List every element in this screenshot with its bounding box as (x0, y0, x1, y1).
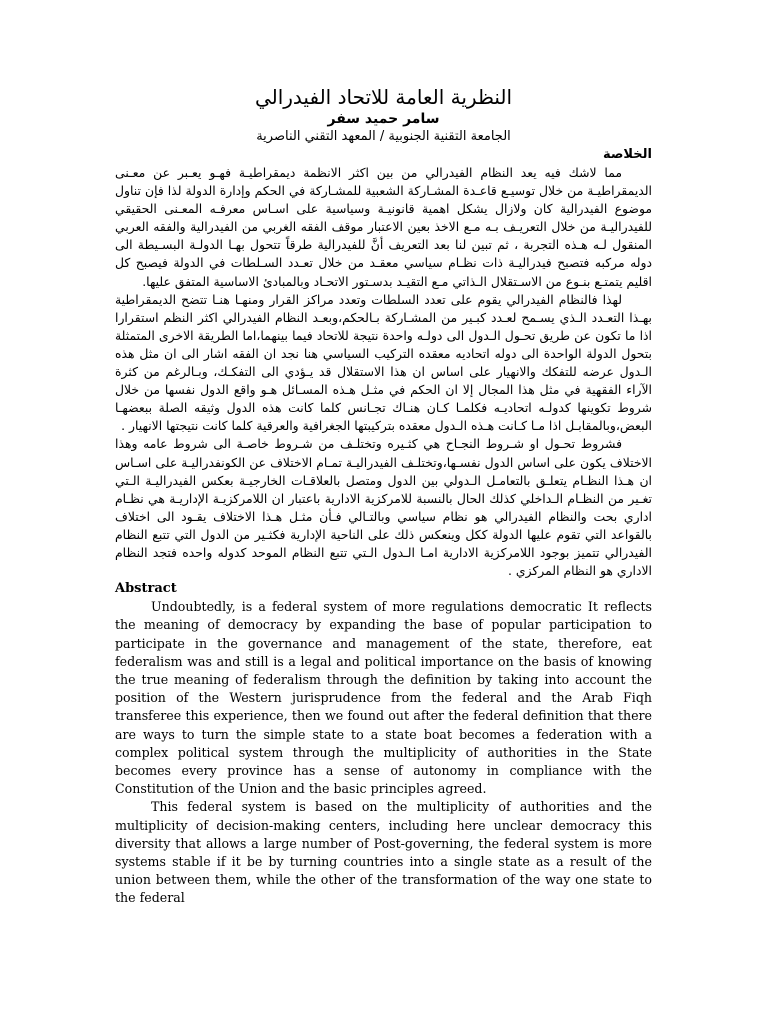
arabic-abstract-heading: الخلاصة (602, 147, 652, 162)
author-name: سامر حميد سفر (327, 111, 440, 127)
english-abstract-heading: Abstract (115, 581, 177, 597)
paper-page (115, 84, 652, 908)
english-abstract-paragraph-2: This federal system is based on the multiplicity of authorities and the multiplicity of decision-making centers, including here unclear democracy this diversity that allows a large number of Post-governing, the federal system is more systems stable if it be by turning countries into a single state as a result of the union between them, while the other of the transformation of the way one state to the federal (115, 799, 652, 906)
arabic-abstract-paragraph-3: فشروط تحـول او شـروط النجـاح هي كثـيره وتختلـف من شـروط خاصـة الى شروط عامه وهذا الاختلاف يكون على اساس الدول نفسـها،وتختلـف الفيدراليـة تمـام الاختلاف عن الكونفدراليـة على اسـاس ان هـذا النظـام يتعلـق بالتعامـل الـدولي بين الدول ومتصل بالعلاقـات الخارجيـة بعكس الفيدراليـة الـتي تغـير من النظـام الـداخلي كذلك الحال بالنسبة للامركزية الادارية باعتبار ان اللامركزيـة الإداريـة هي نظـام اداري بحت والنظام الفيدرالي هو نظام سياسي وبالتـالي فـأن مثـل هـذا الاختلاف يقـود الى اختلاف بالقواعد التي تقوم عليها الدولة ككل وينعكس ذلك على الناحية الإدارية فكثـير من الدول التي تتبع النظام الفيدرالي تتميز بوجود اللامركزية الادارية امـا الـدول الـتي تتبع النظام الموحد كدوله واحده فتجد النظام الاداري هو النظام المركزي . (115, 436, 652, 579)
author-affiliation: الجامعة التقنية الجنوبية / المعهد التقني الناصرية (256, 129, 511, 144)
arabic-abstract-paragraph-2: لهذا فالنظام الفيدرالي يقوم على تعدد السلطات وتعدد مراكز القرار ومنهـا هنـا تتضح الديمقراطية بهـذا التعـدد الـذي يسـمح لعـدد كبـير من المشـاركة بـالحكم،وبعـد النظام الفيدرالي اكثر النظم استقرارا اذا ما تكون عن طريق تحـول الـدول الى دولـه واحدة نتيجة للاتحاد فيما بينهما،اما الطريقة الاخرى المتمثلة بتحول الدولة الواحدة الى دوله اتحاديه معقده التركيب السياسي هنا نجد ان الفقه اشار الى ان مثل هذه الـدول عرضه للتفكك والانهيار على اساس ان هذا الاستقلال قد يـؤدي الى التفكـك، وبـالرغم من كثرة الآراء الفقهية في مثل هذا المجال إلا ان الحكم في مثـل هـذه المسـائل هـو واقع الدول نفسها من خلال شروط تكوينها كدولـه اتحاديـه فكلمـا كـان هنـاك تجـانس كلما كانت هذه الدول وثيقه الصلة ببعضهـا البعض،وبالمقابـل اذا مـا كـانت هـذه الـدول معقده بتركيبتها الجغرافية والعرقية كلما كانت نتيجتها الانهيار . (115, 291, 652, 434)
paper-title: النظرية العامة للاتحاد الفيدرالي (254, 85, 513, 109)
arabic-abstract-paragraph-1: مما لاشك فيه يعد النظام الفيدرالي من بين اكثر الانظمة ديمقراطيـة فهـو يعـبر عن معـنى الديمقراطيـة من خلال توسيـع قاعـدة المشـاركة الشعبية للمشـاركة في الحكم وإدارة الدولة لذا فإن تناول موضوع الفيدرالية كان ولازال يشكل اهمية قانونيـة وسياسية على اسـاس معرفـه المعـنى الحقيقي للفيدراليـة من خلال التعريـف بـه مـع الاخذ بعين الاعتبار موقف الفقه الغربي من الفيدرالية والفقه العربي المنقول لـه هـذه التجربة ، ثم تبين لنا بعد التعريف أنَّ للفيدرالية طرقاً تتحول بهـا الدولـة البسـيطة الى دوله مركبه فتصبح فيدراليـة ذات نظـام سياسي معقـد من خلال تعـدد السـلطات في الدولة فيصبح كل اقليم يتمتـع بنـوع من الاسـتقلال الـذاتي مـع التقيـد بدسـتور الاتحـاد وبالمبادئ الاساسية المتفق عليها. (115, 165, 652, 289)
english-abstract-paragraph-1: Undoubtedly, is a federal system of more regulations democratic It reflects the meaning of democracy by expanding the base of popular participation to participate in the governance and management of the state, therefore, eat federalism was and still is a legal and political importance on the basis of knowing the true meaning of federalism through the definition by taking into account the position of the Western jurisprudence from the federal and the Arab Fiqh transferee this experience, then we found out after the federal definition that there are ways to turn the simple state to a state boat becomes a federation with a complex political system through the multiplicity of authorities in the State becomes every province has a sense of autonomy in compliance with the Constitution of the Union and the basic principles agreed. (115, 599, 652, 797)
